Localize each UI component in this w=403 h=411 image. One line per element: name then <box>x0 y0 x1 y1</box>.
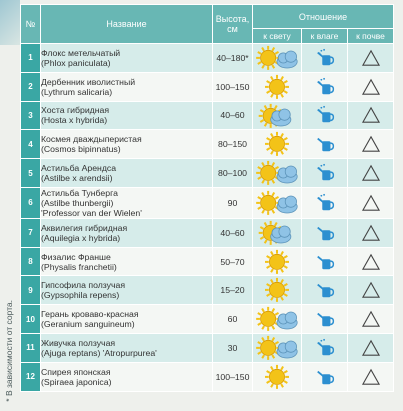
triangle-icon <box>348 49 393 67</box>
moisture-cell <box>302 101 348 130</box>
col-header-name: Название <box>41 5 213 44</box>
plant-latin: (Gypsophila repens) <box>41 290 120 301</box>
plant-height: 80–150 <box>213 130 253 159</box>
plant-name-cell <box>41 247 213 276</box>
plant-name-cell <box>41 44 213 73</box>
plant-name: Физалис Франше <box>41 251 111 262</box>
plant-name: Дербенник иволистный <box>41 76 136 87</box>
plant-height: 40–60 <box>213 101 253 130</box>
table-row <box>21 101 394 130</box>
row-number: 11 <box>21 334 41 363</box>
sun-icon <box>253 363 301 391</box>
watering-can-low-icon <box>302 367 347 387</box>
row-number: 3 <box>21 101 41 130</box>
table-row <box>21 334 394 363</box>
plant-height: 80–100 <box>213 159 253 188</box>
plant-height: 40–180* <box>213 44 253 73</box>
plant-name-cell <box>41 305 213 334</box>
soil-cell <box>348 218 394 247</box>
row-number: 10 <box>21 305 41 334</box>
col-header-num: № <box>21 5 41 44</box>
soil-cell <box>348 334 394 363</box>
sun-icon <box>253 73 301 101</box>
triangle-icon <box>348 106 393 124</box>
plant-height: 30 <box>213 334 253 363</box>
light-cell <box>253 334 302 363</box>
footnote-vertical: * В зависимости от сорта. <box>4 300 14 402</box>
moisture-cell <box>302 305 348 334</box>
soil-cell <box>348 247 394 276</box>
light-cell <box>253 276 302 305</box>
watering-can-high-icon <box>302 193 347 213</box>
moisture-cell <box>302 72 348 101</box>
watering-can-high-icon <box>302 105 347 125</box>
triangle-icon <box>348 194 393 212</box>
watering-can-high-icon <box>302 48 347 68</box>
plant-name-cell <box>41 334 213 363</box>
plant-latin: (Aquilegia x hybrida) <box>41 232 121 243</box>
plant-latin: (Hosta x hybrida) <box>41 115 108 126</box>
light-cell <box>253 187 302 218</box>
table-row <box>21 44 394 73</box>
light-cell <box>253 130 302 159</box>
partial-shade-icon <box>253 219 301 247</box>
light-cell <box>253 44 302 73</box>
plant-latin: (Ajuga reptans) 'Atropurpurea' <box>41 347 157 358</box>
triangle-icon <box>348 253 393 271</box>
plant-height: 40–60 <box>213 218 253 247</box>
table-row <box>21 159 394 188</box>
plant-name-cell <box>41 72 213 101</box>
watering-can-high-icon <box>302 163 347 183</box>
moisture-cell <box>302 187 348 218</box>
plant-name-cell <box>41 276 213 305</box>
plant-name-cell <box>41 101 213 130</box>
col-header-light: к свету <box>253 29 302 44</box>
sun-partial-icon <box>253 44 301 72</box>
plant-name-cell <box>41 159 213 188</box>
triangle-icon <box>348 135 393 153</box>
light-cell <box>253 159 302 188</box>
table-row <box>21 305 394 334</box>
watering-can-high-icon <box>302 338 347 358</box>
plant-name: Астильба Арендса <box>41 163 117 174</box>
soil-cell <box>348 276 394 305</box>
soil-cell <box>348 72 394 101</box>
watering-can-low-icon <box>302 309 347 329</box>
soil-cell <box>348 159 394 188</box>
table-row <box>21 72 394 101</box>
row-number: 6 <box>21 187 41 218</box>
plant-height: 100–150 <box>213 362 253 391</box>
plant-name-cell <box>41 187 213 218</box>
plant-height: 90 <box>213 187 253 218</box>
row-number: 9 <box>21 276 41 305</box>
watering-can-low-icon <box>302 252 347 272</box>
moisture-cell <box>302 362 348 391</box>
soil-cell <box>348 305 394 334</box>
moisture-cell <box>302 276 348 305</box>
table-row <box>21 218 394 247</box>
plant-height: 100–150 <box>213 72 253 101</box>
moisture-cell <box>302 334 348 363</box>
plant-table <box>20 4 394 392</box>
plant-name: Герань кроваво-красная <box>41 309 139 320</box>
table-row <box>21 362 394 391</box>
triangle-icon <box>348 368 393 386</box>
plant-name-cell <box>41 130 213 159</box>
watering-can-low-icon <box>302 223 347 243</box>
triangle-icon <box>348 339 393 357</box>
plant-name: Астильба Тунберга <box>41 187 118 198</box>
plant-latin: (Astilbe thunbergii) <box>41 197 114 208</box>
sun-icon <box>253 276 301 304</box>
plant-name: Хоста гибридная <box>41 105 110 116</box>
moisture-cell <box>302 159 348 188</box>
plant-name: Живучка ползучая <box>41 337 116 348</box>
plant-height: 50–70 <box>213 247 253 276</box>
triangle-icon <box>348 310 393 328</box>
plant-name: Космея дваждыперистая <box>41 134 142 145</box>
triangle-icon <box>348 164 393 182</box>
plant-latin: (Spiraea japonica) <box>41 376 112 387</box>
plant-latin: (Physalis franchetii) <box>41 261 117 272</box>
col-header-soil: к почве <box>348 29 394 44</box>
moisture-cell <box>302 130 348 159</box>
plant-cultivar: 'Professor van der Wielen' <box>41 207 142 218</box>
plant-name-cell <box>41 218 213 247</box>
background-photo-corner <box>0 0 20 45</box>
moisture-cell <box>302 247 348 276</box>
light-cell <box>253 247 302 276</box>
soil-cell <box>348 362 394 391</box>
plant-height: 60 <box>213 305 253 334</box>
table-row <box>21 247 394 276</box>
soil-cell <box>348 101 394 130</box>
plant-name-cell <box>41 362 213 391</box>
moisture-cell <box>302 44 348 73</box>
row-number: 1 <box>21 44 41 73</box>
plant-name: Флокс метельчатый <box>41 47 121 58</box>
moisture-cell <box>302 218 348 247</box>
col-header-relation: Отношение <box>253 5 394 29</box>
soil-cell <box>348 130 394 159</box>
light-cell <box>253 362 302 391</box>
plant-name: Аквилегия гибридная <box>41 222 128 233</box>
row-number: 8 <box>21 247 41 276</box>
col-header-moisture: к влаге <box>302 29 348 44</box>
soil-cell <box>348 44 394 73</box>
soil-cell <box>348 187 394 218</box>
plant-latin: (Phlox paniculata) <box>41 57 111 68</box>
row-number: 2 <box>21 72 41 101</box>
plant-name: Спирея японская <box>41 366 111 377</box>
light-cell <box>253 305 302 334</box>
watering-can-low-icon <box>302 280 347 300</box>
plant-height: 15–20 <box>213 276 253 305</box>
triangle-icon <box>348 224 393 242</box>
plant-latin: (Astilbe x arendsii) <box>41 173 113 184</box>
col-header-height: Высота, см <box>213 5 253 44</box>
sun-partial-icon <box>253 189 301 217</box>
light-cell <box>253 72 302 101</box>
sun-icon <box>253 130 301 158</box>
partial-shade-icon <box>253 102 301 130</box>
sun-icon <box>253 248 301 276</box>
triangle-icon <box>348 281 393 299</box>
sun-partial-icon <box>253 159 301 187</box>
plant-latin: (Geranium sanguineum) <box>41 319 135 330</box>
row-number: 7 <box>21 218 41 247</box>
plant-latin: (Cosmos bipinnatus) <box>41 144 121 155</box>
watering-can-low-icon <box>302 134 347 154</box>
row-number: 4 <box>21 130 41 159</box>
plant-latin: (Lythrum salicaria) <box>41 86 113 97</box>
light-cell <box>253 218 302 247</box>
sun-partial-icon <box>253 305 301 333</box>
table-row <box>21 276 394 305</box>
row-number: 5 <box>21 159 41 188</box>
triangle-icon <box>348 78 393 96</box>
plant-name: Гипсофила ползучая <box>41 280 126 291</box>
sun-partial-icon <box>253 334 301 362</box>
row-number: 12 <box>21 362 41 391</box>
watering-can-high-icon <box>302 77 347 97</box>
light-cell <box>253 101 302 130</box>
table-row <box>21 130 394 159</box>
table-row <box>21 187 394 218</box>
